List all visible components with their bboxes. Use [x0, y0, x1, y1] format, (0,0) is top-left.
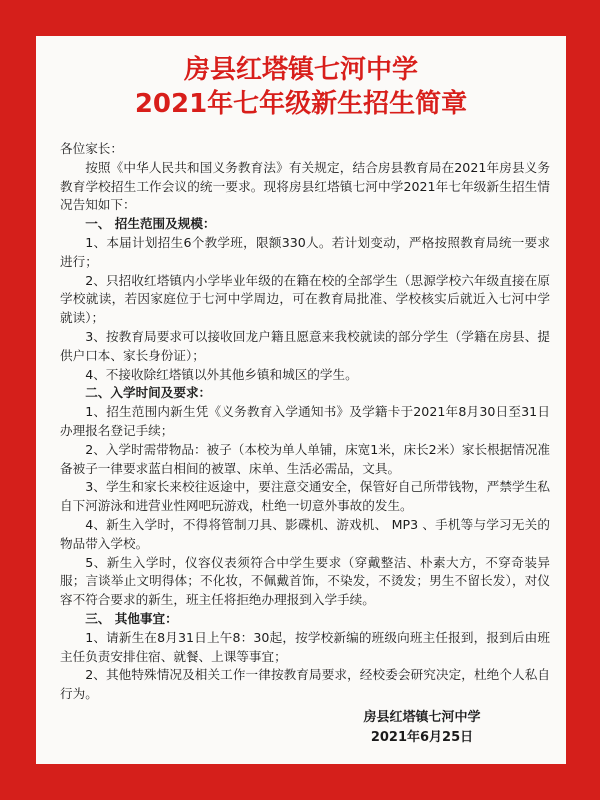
section-heading-other-matters: 三、 其他事宜： — [85, 610, 178, 626]
section-heading-enrollment-time: 二、入学时间及要求： — [85, 385, 212, 401]
section1-item: 3、按教育局要求可以接收回龙户籍且愿意来我校就读的部分学生（学籍在房县、提供户口本、家长身份证）； — [60, 328, 550, 363]
notice-panel — [36, 36, 566, 764]
intro-paragraph: 按照《中华人民共和国义务教育法》有关规定，结合房县教育局在2021年房县义务教育学校招生工作会议的统一要求。现将房县红塔镇七河中学2021年七年级新生招生情况告知如下： — [60, 159, 550, 213]
notice-body — [60, 140, 550, 704]
signature-school: 房县红塔镇七河中学 — [363, 710, 481, 725]
section2-item: 1、招生范围内新生凭《义务教育入学通知书》及学籍卡于2021年8月30日至31日办理报名登记手续； — [60, 404, 550, 438]
section3-item: 1、请新生在8月31日上午8：30起，按学校新编的班级向班主任报到，报到后由班主任负责安排住宿、就餐、上课等事宜； — [60, 629, 550, 664]
section2-item: 3、学生和家长来校往返途中，要注意交通安全，保管好自己所带钱物，严禁学生私自下河游泳和进营业性网吧玩游戏，杜绝一切意外事故的发生。 — [60, 479, 550, 514]
section1-item: 1、本届计划招生6个教学班，限额330人。若计划变动，严格按照教育局统一要求进行； — [60, 234, 550, 269]
title-notice-name: 2021年七年级新生招生简章 — [134, 89, 468, 119]
section1-item: 2、只招收红塔镇内小学毕业年级的在籍在校的全部学生（思源学校六年级直接在原学校就读，若因家庭位于七河中学周边，可在教育局批准、学校核实后就近入七河中学就读）； — [60, 272, 550, 326]
section1-item: 4、不接收除红塔镇以外其他乡镇和城区的学生。 — [85, 366, 358, 382]
section-heading-enrollment-scope: 一、 招生范围及规模： — [85, 216, 216, 232]
signature-date: 2021年6月25日 — [370, 730, 474, 745]
section2-item: 4、新生入学时，不得将管制刀具、影碟机、游戏机、 MP3 、手机等与学习无关的物品带入学校。 — [60, 516, 550, 551]
title-school-name: 房县红塔镇七河中学 — [183, 55, 418, 85]
section2-item: 5、新生入学时，仪容仪表须符合中学生要求（穿戴整洁、朴素大方，不穿奇装异服；言谈举止文明得体；不化妆，不佩戴首饰，不染发，不烫发；男生不留长发），对仪容不符合要求的新生，班主任将拒绝办理报到入学手续。 — [60, 554, 550, 608]
section3-item: 2、其他特殊情况及相关工作一律按教育局要求，经校委会研究决定，杜绝个人私自行为。 — [60, 667, 550, 702]
section2-item: 2、入学时需带物品：被子（本校为单人单铺，床宽1米，床长2米）家长根据情况准备被子一律要求蓝白相间的被罩、床单、生活必需品，文具。 — [60, 441, 551, 476]
salutation: 各位家长： — [60, 141, 123, 156]
